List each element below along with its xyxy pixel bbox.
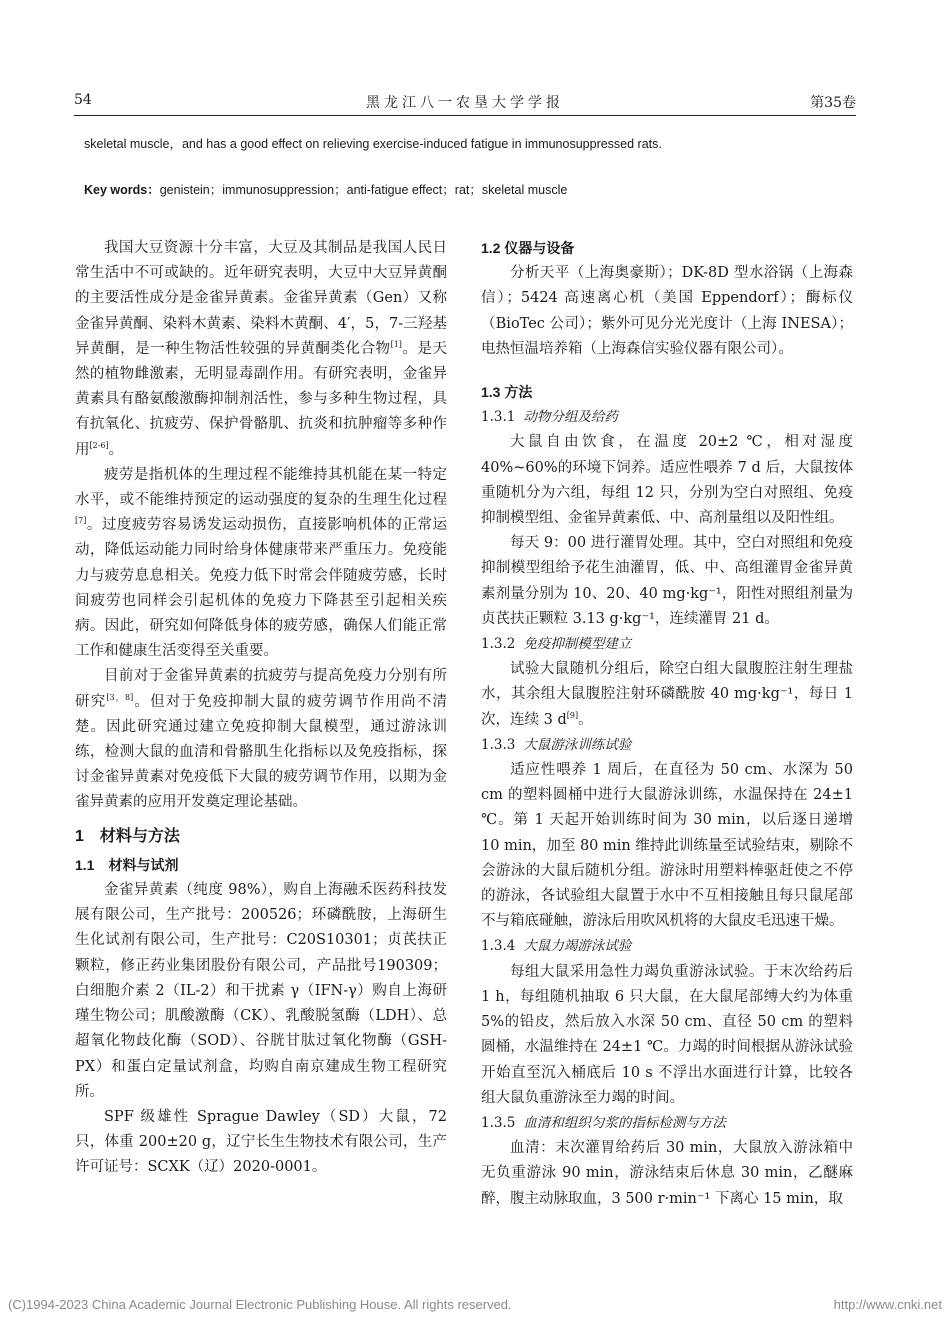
subsubsection-heading: 1.3.1 动物分组及给药 bbox=[481, 409, 618, 426]
running-header bbox=[74, 92, 856, 116]
paragraph: 金雀异黄素（纯度 98%），购自上海融禾医药科技发展有限公司，生产批号：200526；环磷酰胺，上海研生生化试剂有限公司，生产批号：C20S10301；贞芪扶正颗粒，修正药业集团股份有限公司，产品批号190309；白细胞介素 2（IL-2）和干扰素 γ（IFN-γ）购自上海研瑾生物公司；肌酸激酶（CK）、乳酸脱氢酶（LDH）、总超氧化物歧化酶（SOD）、谷胱甘肽过氧化物酶（GSH-PX）和蛋白定量试剂盒，均购自南京建成生物工程研究所。 bbox=[75, 882, 447, 1100]
subsection-heading: 1.2 仪器与设备 bbox=[481, 240, 575, 256]
volume-label: 第35卷 bbox=[810, 95, 856, 111]
paragraph: 每组大鼠采用急性力竭负重游泳试验。于末次给药后 1 h，每组随机抽取 6 只大鼠，在大鼠尾部缚大约为体重 5%的铅皮，然后放入水深 50 cm、直径 50 cm 的塑料圆桶，水温维持在 24±1 ℃。力竭的时间根据从游泳试验开始直至沉入桶底后 10 s 不浮出水面进行计算，比较各组大鼠负重游泳至力竭的时间。 bbox=[481, 963, 853, 1106]
citation[interactable]: [1] bbox=[390, 339, 402, 349]
copyright-text: (C)1994-2023 China Academic Journal Electronic Publishing House. All rights reserved. bbox=[8, 1297, 512, 1312]
header-rule bbox=[74, 115, 856, 116]
right-column bbox=[481, 236, 853, 1212]
keywords bbox=[84, 180, 844, 198]
citation[interactable]: [3，8] bbox=[106, 692, 134, 702]
paragraph: 大鼠自由饮食，在温度 20±2 ℃，相对湿度 40%~60%的环境下饲养。适应性喂养 7 d 后，大鼠按体重随机分为六组，每组 12 只，分别为空白对照组、免疫抑制模型组、金雀异黄素低、中、高剂量组以及阳性组。 bbox=[481, 434, 853, 527]
subsubsection-heading: 1.3.2 免疫抑制模型建立 bbox=[481, 636, 632, 653]
subsection-heading: 1.3 方法 bbox=[481, 384, 533, 401]
citation[interactable]: [2-6] bbox=[89, 440, 109, 450]
subsubsection-heading: 1.3.5 血清和组织匀浆的指标检测与方法 bbox=[481, 1114, 726, 1131]
paragraph: 疲劳是指机体的生理过程不能维持其机能在某一特定水平，或不能维持预定的运动强度的复杂的生理生化过程[7]。过度疲劳容易诱发运动损伤，直接影响机体的正常运动，降低运动能力同时给身体健康带来严重压力。免疫能力与疲劳息息相关。免疫力低下时常会伴随疲劳感，长时间疲劳也同样会引起机体的免疫力下降甚至引起相关疾病。因此，研究如何降低身体的疲劳感，确保人们能正常工作和健康生活变得至关重要。 bbox=[75, 466, 447, 660]
paragraph: 分析天平（上海奥豪斯）；DK-8D 型水浴锅（上海森信）；5424 高速离心机（美国 Eppendorf）；酶标仪（BioTec 公司）；紫外可见分光光度计（上海 INESA）；电热恒温培养箱（上海森信实验仪器有限公司）。 bbox=[481, 265, 853, 357]
section-heading: 1 材料与方法 bbox=[75, 827, 180, 845]
paragraph: 血清：末次灌胃给药后 30 min，大鼠放入游泳箱中无负重游泳 90 min，游泳结束后休息 30 min，乙醚麻醉，腹主动脉取血，3 500 r·min⁻¹ 下离心 15 min，取 bbox=[481, 1140, 853, 1207]
paragraph: SPF 级雄性 Sprague Dawley（SD）大鼠，72 只，体重 200±20 g，辽宁长生生物技术有限公司，生产许可证号：SCXK（辽）2020-0001。 bbox=[75, 1108, 447, 1176]
subsubsection-heading: 1.3.4 大鼠力竭游泳试验 bbox=[481, 938, 632, 955]
journal-title: 黑龙江八一农垦大学学报 bbox=[366, 95, 564, 111]
paragraph: 我国大豆资源十分丰富，大豆及其制品是我国人民日常生活中不可或缺的。近年研究表明，大豆中大豆异黄酮的主要活性成分是金雀异黄素。金雀异黄素（Gen）又称金雀异黄酮、染料木黄素、染料木黄酮、4′，5，7-三羟基异黄酮，是一种生物活性较强的异黄酮类化合物[1]。是天然的植物雌激素，无明显毒副作用。有研究表明，金雀异黄素具有酪氨酸激酶抑制剂活性，参与多种生物过程，具有抗氧化、抗疲劳、保护骨骼肌、抗炎和抗肿瘤等多种作用[2-6]。 bbox=[75, 240, 448, 458]
copyright-footer bbox=[8, 1297, 942, 1312]
cnki-link[interactable]: http://www.cnki.net bbox=[833, 1297, 942, 1312]
paragraph: 每天 9：00 进行灌胃处理。其中，空白对照组和免疫抑制模型组给予花生油灌胃，低、中、高组灌胃金雀异黄素剂量分别为 10、20、40 mg·kg⁻¹，阳性对照组剂量为贞芪扶正颗粒 3.13 g·kg⁻¹，连续灌胃 21 d。 bbox=[481, 535, 853, 627]
citation[interactable]: [7] bbox=[75, 516, 87, 526]
paragraph: 试验大鼠随机分组后，除空白组大鼠腹腔注射生理盐水，其余组大鼠腹腔注射环磷酰胺 40 mg·kg⁻¹，每日 1 次，连续 3 d[9]。 bbox=[481, 661, 853, 728]
citation[interactable]: [9] bbox=[566, 710, 579, 720]
left-column bbox=[75, 236, 447, 1181]
subsection-heading: 1.1 材料与试剂 bbox=[75, 856, 179, 873]
subsubsection-heading: 1.3.3 大鼠游泳训练试验 bbox=[481, 736, 632, 753]
abstract-tail: skeletal muscle，and has a good effect on relieving exercise-induced fatigue in immunosuppressed rats. bbox=[84, 137, 662, 151]
keywords-label: Key words： bbox=[84, 183, 160, 197]
paragraph: 目前对于金雀异黄素的抗疲劳与提高免疫力分别有所研究[3，8]。但对于免疫抑制大鼠的疲劳调节作用尚不清楚。因此研究通过建立免疫抑制大鼠模型，通过游泳训练，检测大鼠的血清和骨骼肌生化指标以及免疫指标，探讨金雀异黄素对免疫低下大鼠的疲劳调节作用，以期为金雀异黄素的应用开发奠定理论基础。 bbox=[75, 668, 448, 811]
page-number: 54 bbox=[74, 92, 92, 108]
paragraph: 适应性喂养 1 周后，在直径为 50 cm、水深为 50 cm 的塑料圆桶中进行大鼠游泳训练，水温保持在 24±1 ℃。第 1 天起开始训练时间为 30 min，以后逐日递增 10 min，加至 80 min 维持此训练量至试验结束，剔除不会游泳的大鼠后随机分组。游泳时用塑料棒驱赶使之不停的游泳，各试验组大鼠置于水中不互相接触且每只鼠尾部不与箱底碰触，游泳后用吹风机将的大鼠皮毛迅速干燥。 bbox=[481, 762, 853, 930]
keywords-text: genistein；immunosuppression；anti-fatigue effect；rat；skeletal muscle bbox=[159, 183, 568, 197]
